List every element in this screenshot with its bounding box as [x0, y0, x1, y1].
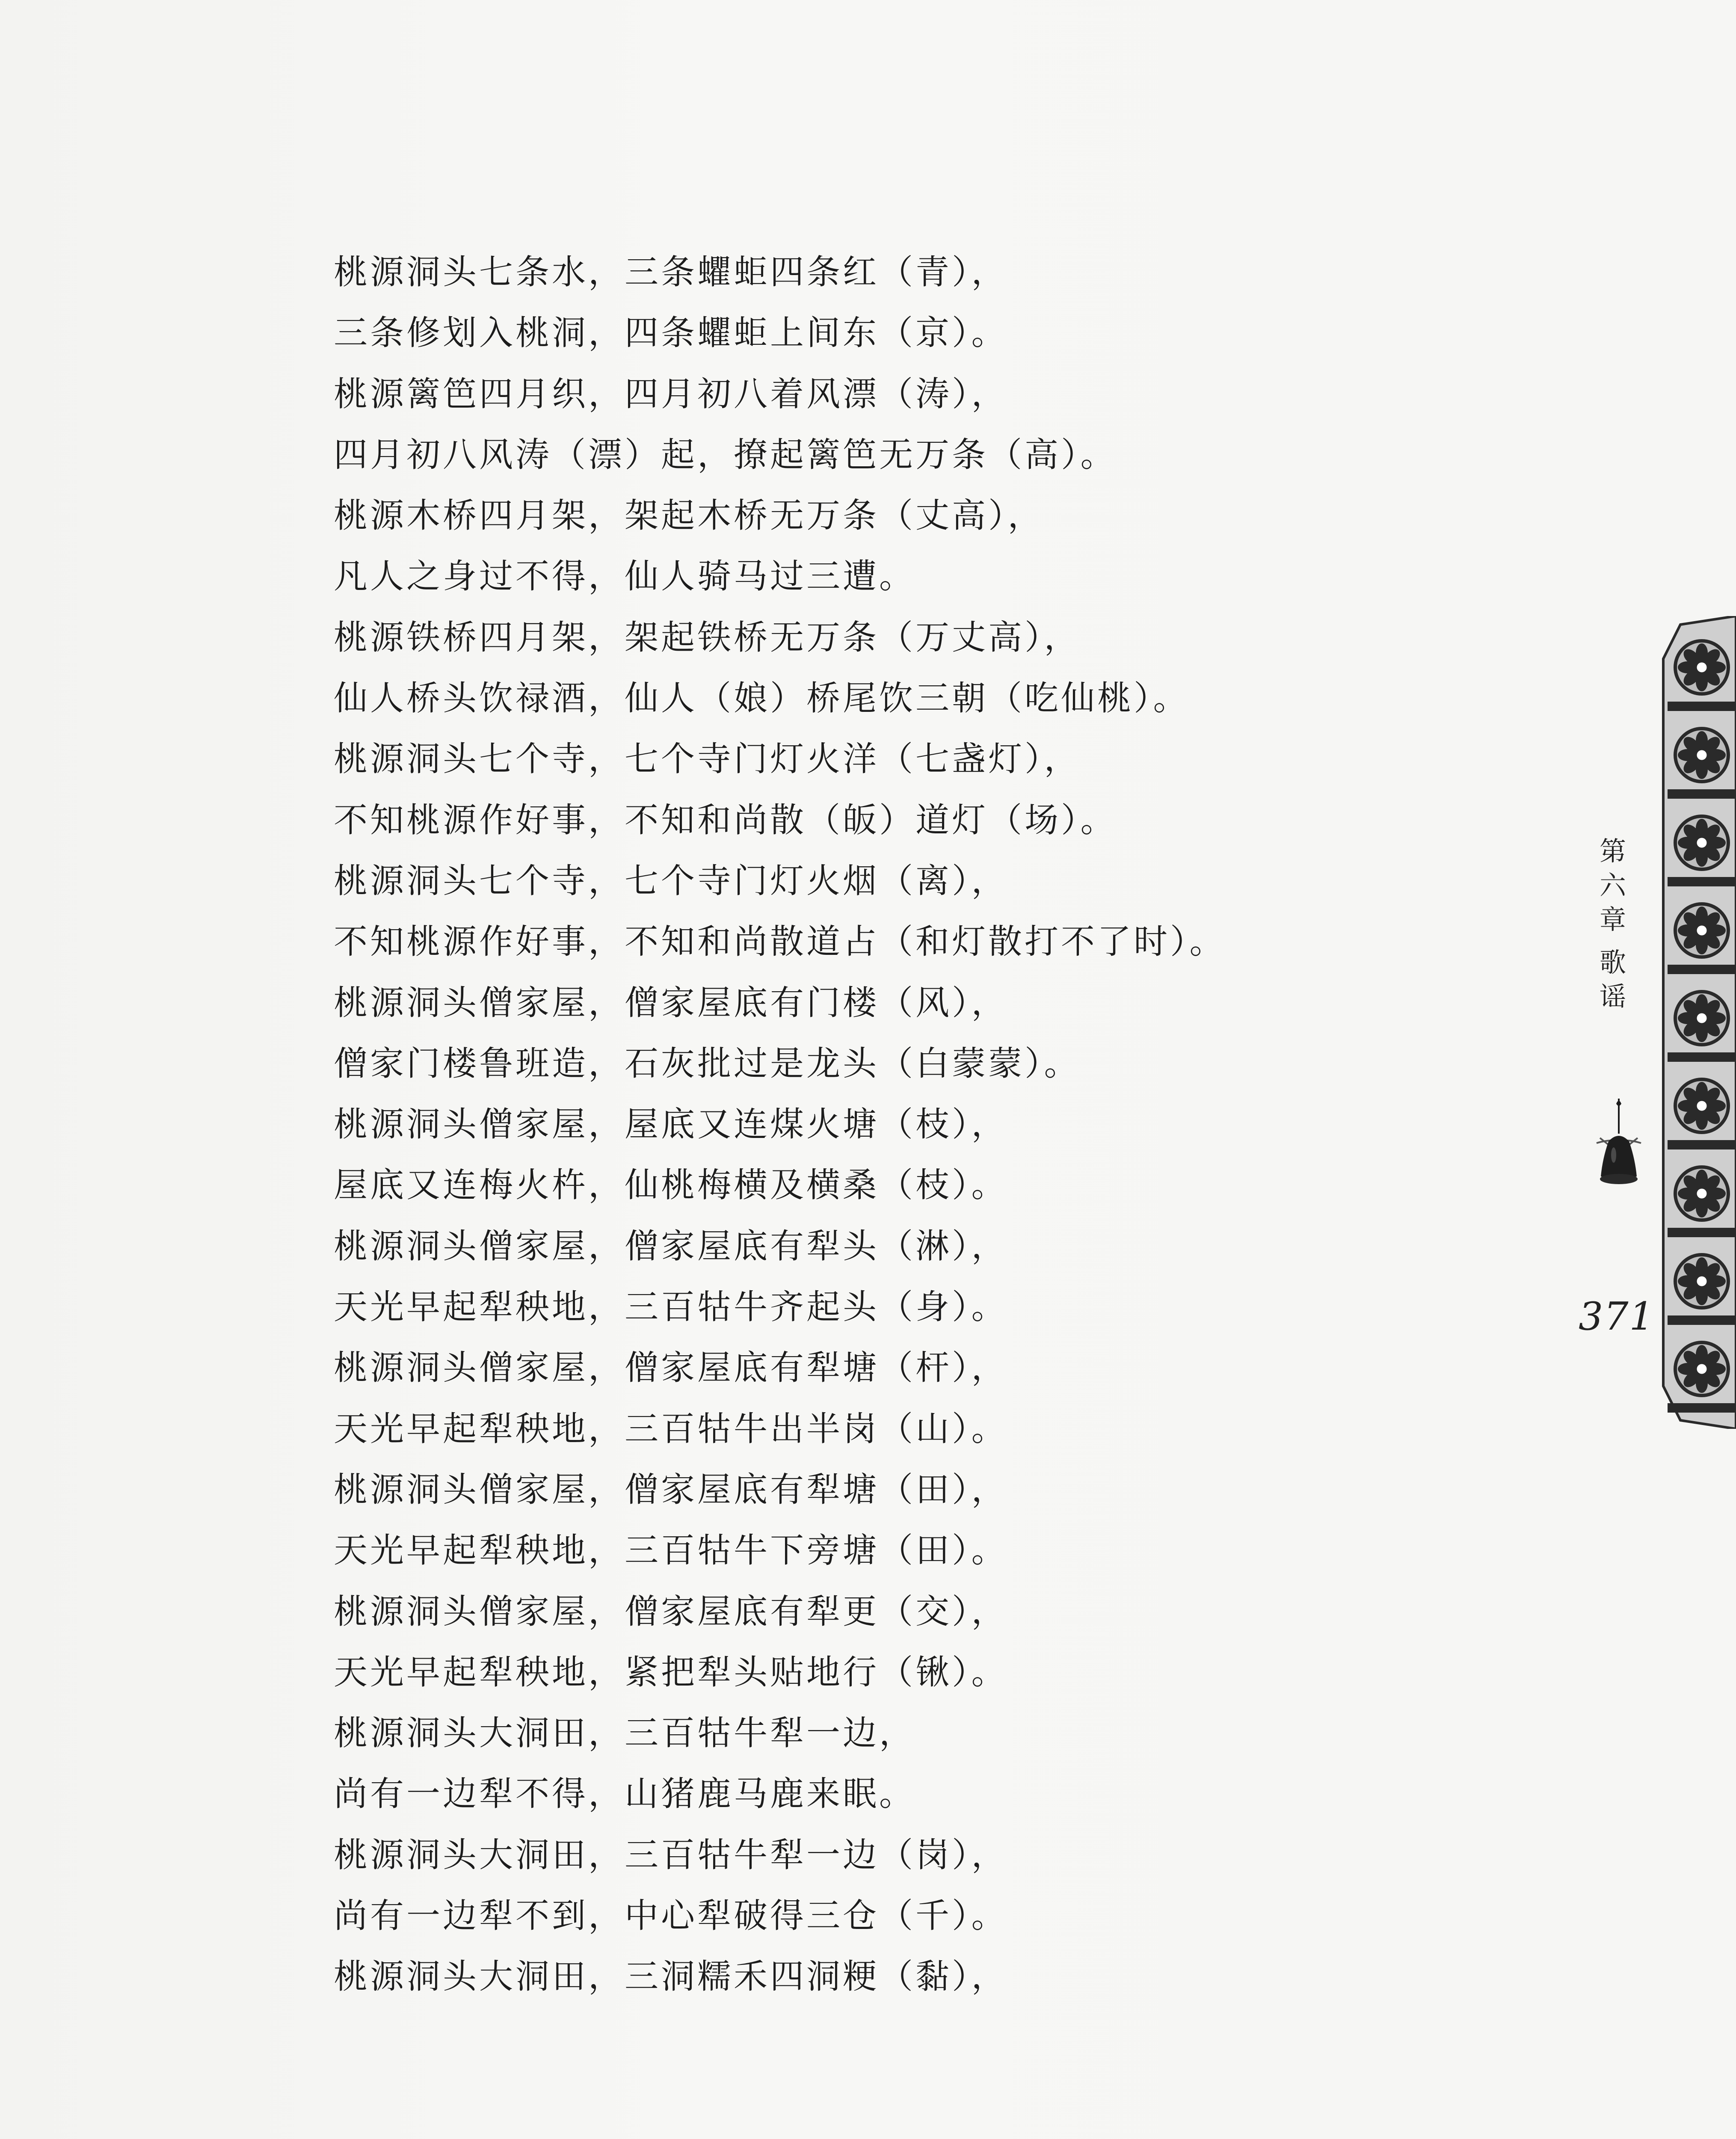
poem-line: 桃源篱笆四月织，四月初八着风漂（涛）， [334, 374, 1008, 414]
poem-line: 桃源洞头僧家屋，僧家屋底有犁塘（杆）， [334, 1348, 1008, 1388]
chapter-label [1583, 834, 1643, 937]
poem-line: 桃源洞头大洞田，三百牯牛犁一边（岗）， [334, 1835, 1008, 1875]
poem-line: 桃源洞头僧家屋，屋底又连煤火塘（枝）， [334, 1105, 1008, 1144]
section-char: 谣 [1599, 981, 1626, 1012]
poem-line: 天光早起犁秧地，三百牯牛齐起头（身）。 [334, 1287, 1008, 1327]
poem-line: 三条修划入桃洞，四条蠷蚷上间东（京）。 [334, 313, 1008, 353]
poem-line: 桃源洞头七个寺，七个寺门灯火烟（离）， [334, 861, 1008, 901]
poem-line: 凡人之身过不得，仙人骑马过三遭。 [334, 557, 915, 596]
poem-line: 桃源洞头七条水，三条蠷蚷四条红（青）， [334, 252, 1008, 292]
poem-line: 尚有一边犁不得，山猪鹿马鹿来眠。 [334, 1774, 915, 1814]
poem-text [334, 242, 1489, 2007]
poem-line: 桃源洞头僧家屋，僧家屋底有门楼（风）， [334, 983, 1008, 1022]
decorative-border-icon [1655, 616, 1736, 1429]
poem-line: 天光早起犁秧地，三百牯牛出半岗（山）。 [334, 1409, 1008, 1449]
section-char: 歌 [1599, 947, 1626, 978]
section-label [1583, 945, 1643, 1014]
poem-line: 桃源木桥四月架，架起木桥无万条（丈高）， [334, 496, 1044, 536]
poem-line: 桃源洞头僧家屋，僧家屋底有犁更（交）， [334, 1591, 1008, 1631]
poem-line: 屋底又连梅火杵，仙桃梅横及横桑（枝）。 [334, 1165, 1008, 1205]
poem-line: 天光早起犁秧地，三百牯牛下旁塘（田）。 [334, 1531, 1008, 1570]
chapter-char: 第 [1599, 835, 1626, 867]
poem-line: 桃源洞头七个寺，七个寺门灯火洋（七盏灯）， [334, 739, 1081, 779]
poem-line: 不知桃源作好事，不知和尚散道占（和灯散打不了时）。 [334, 922, 1226, 962]
page-number: 371 [1579, 1294, 1655, 1339]
poem-line: 桃源洞头大洞田，三洞糯禾四洞粳（黏）， [334, 1957, 1008, 1997]
chapter-char: 六 [1599, 870, 1626, 901]
poem-line: 不知桃源作好事，不知和尚散（皈）道灯（场）。 [334, 800, 1117, 840]
chapter-char: 章 [1599, 904, 1626, 935]
poem-line: 尚有一边犁不到，中心犁破得三仓（千）。 [334, 1896, 1008, 1936]
poem-line: 仙人桥头饮禄酒，仙人（娘）桥尾饮三朝（吃仙桃）。 [334, 678, 1190, 718]
poem-line: 僧家门楼鲁班造，石灰批过是龙头（白蒙蒙）。 [334, 1043, 1081, 1083]
poem-line: 天光早起犁秧地，紧把犁头贴地行（锹）。 [334, 1652, 1008, 1692]
poem-line: 桃源铁桥四月架，架起铁桥无万条（万丈高）， [334, 617, 1081, 657]
poem-line: 桃源洞头僧家屋，僧家屋底有犁塘（田）， [334, 1469, 1008, 1509]
poem-line: 四月初八风涛（漂）起，撩起篱笆无万条（高）。 [334, 435, 1117, 474]
bell-ornament-icon [1588, 1095, 1648, 1194]
poem-line: 桃源洞头僧家屋，僧家屋底有犁头（淋）， [334, 1226, 1008, 1266]
poem-line: 桃源洞头大洞田，三百牯牛犁一边， [334, 1713, 915, 1753]
